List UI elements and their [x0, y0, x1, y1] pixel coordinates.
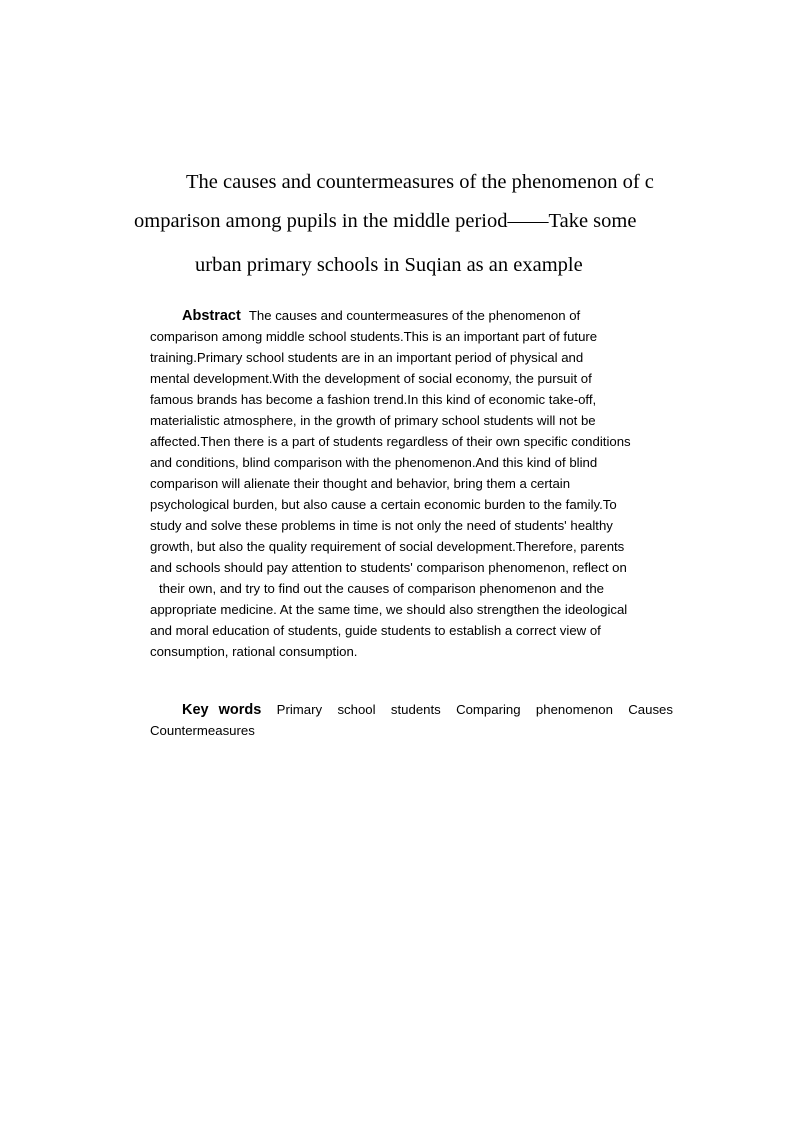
- abstract-line: comparison will alienate their thought and behavior, bring them a certain: [150, 476, 571, 491]
- keyword: Countermeasures: [150, 723, 255, 738]
- abstract-section: [150, 305, 680, 662]
- abstract-line: and conditions, blind comparison with the phenomenon.And this kind of blind: [150, 455, 598, 470]
- abstract-line: materialistic atmosphere, in the growth of primary school students will not be: [150, 413, 596, 428]
- keywords-label: Key words: [182, 702, 262, 718]
- keywords-section: [150, 699, 673, 741]
- keyword: Causes: [628, 702, 673, 717]
- abstract-line: comparison among middle school students.This is an important part of future: [150, 329, 598, 344]
- abstract-line: psychological burden, but also cause a certain economic burden to the family.To: [150, 497, 617, 512]
- keywords-line: [150, 699, 673, 720]
- keyword: phenomenon: [535, 702, 613, 717]
- abstract-line: their own, and try to find out the causes of comparison phenomenon and the: [159, 581, 604, 596]
- keyword: Primary: [276, 702, 323, 717]
- abstract-line: study and solve these problems in time is not only the need of students' healthy: [150, 518, 613, 533]
- abstract-line: consumption, rational consumption.: [150, 644, 358, 659]
- abstract-line: and moral education of students, guide students to establish a correct view of: [150, 623, 601, 638]
- keyword: students: [390, 702, 441, 717]
- title-line-1: The causes and countermeasures of the phenomenon of c: [186, 171, 654, 193]
- abstract-line: and schools should pay attention to students' comparison phenomenon, reflect on: [150, 560, 627, 575]
- abstract-line: affected.Then there is a part of students regardless of their own specific conditions: [150, 434, 631, 449]
- abstract-line: [150, 305, 680, 326]
- abstract-line: mental development.With the development of social economy, the pursuit of: [150, 371, 592, 386]
- title-line-3: urban primary schools in Suqian as an example: [195, 254, 583, 276]
- keyword: school: [337, 702, 376, 717]
- abstract-line: famous brands has become a fashion trend.In this kind of economic take-off,: [150, 392, 597, 407]
- abstract-text: The causes and countermeasures of the phenomenon of: [248, 308, 581, 323]
- abstract-label: Abstract: [182, 308, 241, 324]
- abstract-line: training.Primary school students are in an important period of physical and: [150, 350, 584, 365]
- abstract-line: appropriate medicine. At the same time, we should also strengthen the ideological: [150, 602, 628, 617]
- keyword: Comparing: [456, 702, 521, 717]
- title-line-2: omparison among pupils in the middle period——Take some: [134, 210, 637, 232]
- abstract-line: growth, but also the quality requirement of social development.Therefore, parents: [150, 539, 625, 554]
